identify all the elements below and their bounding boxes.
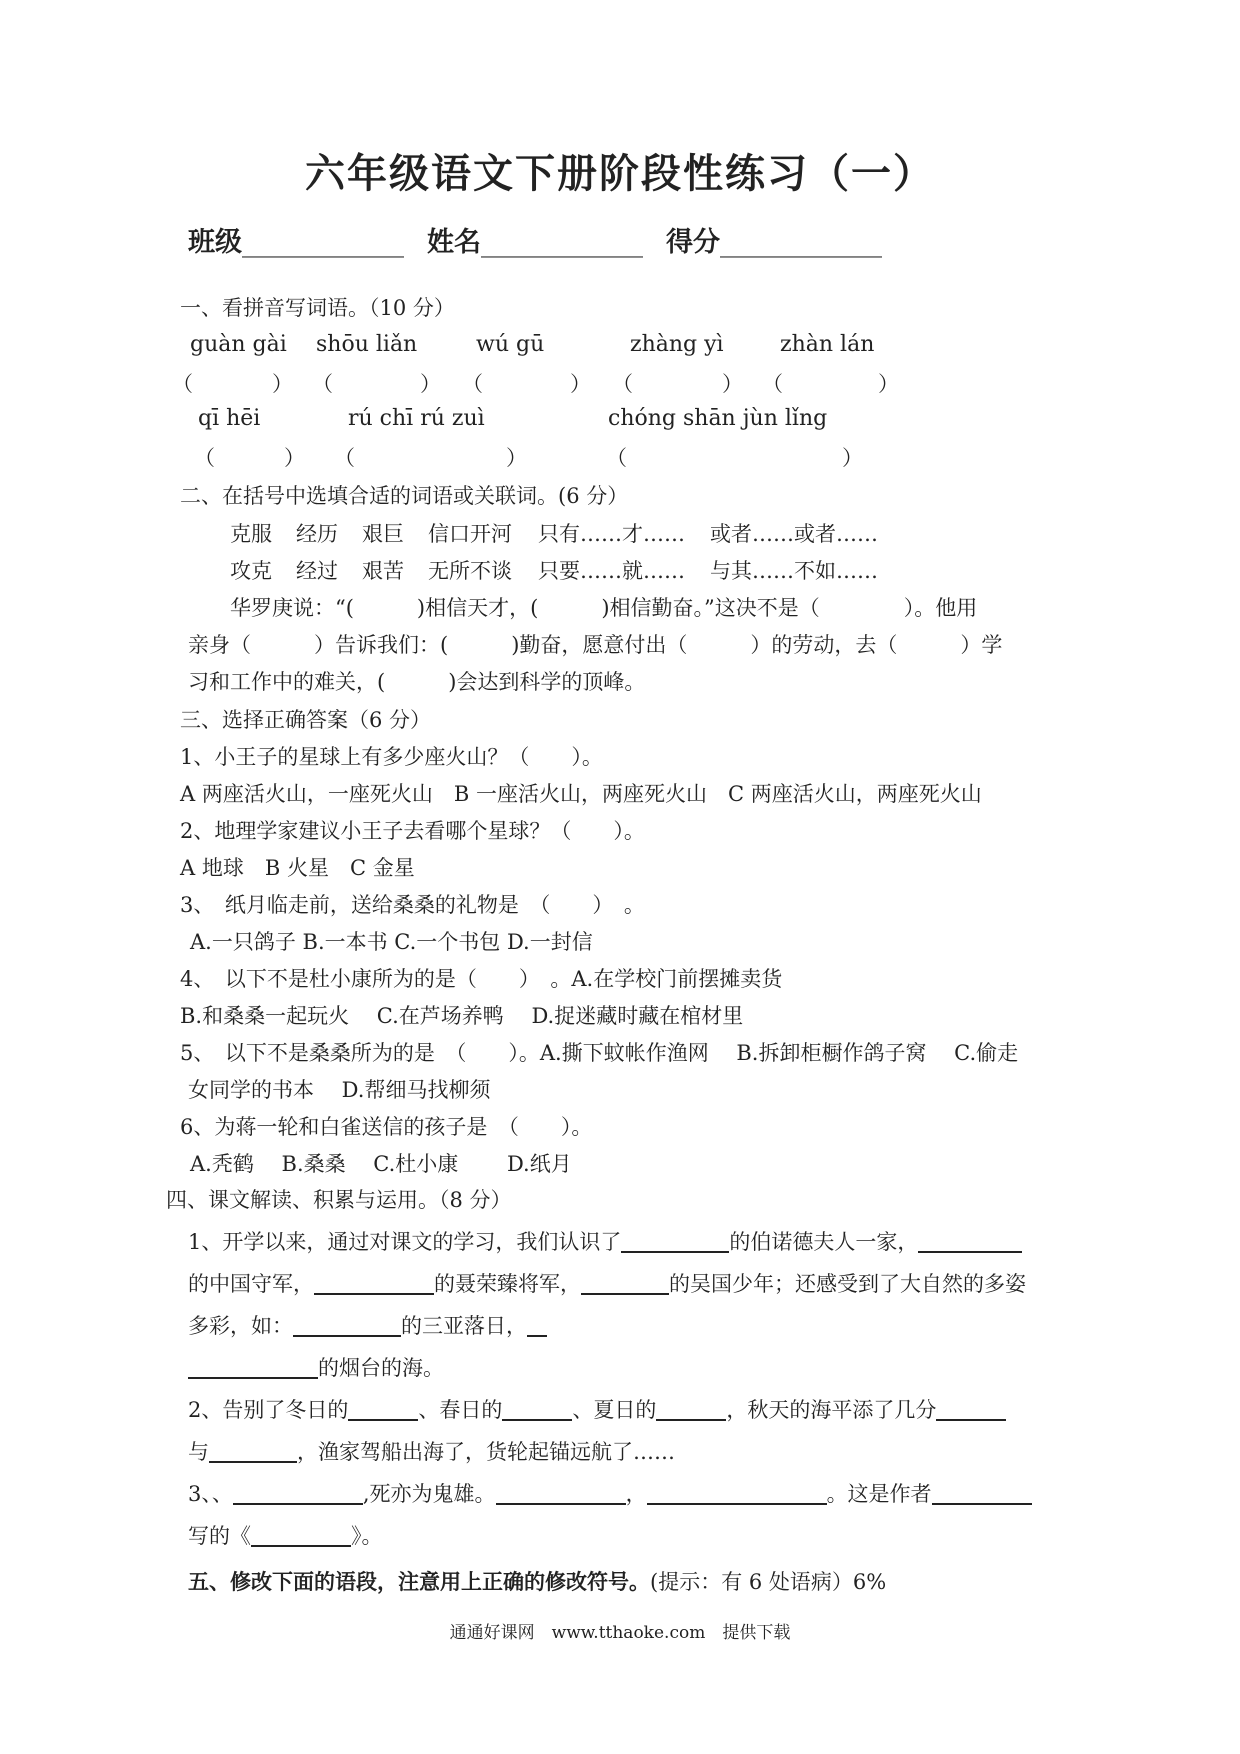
pinyin-6: qī hēi — [198, 406, 261, 431]
section-2-heading: 二、在括号中选填合适的词语或关联词。(6 分） — [180, 484, 629, 508]
question: 3、 纸月临走前，送给桑桑的礼物是 （ ） 。 — [180, 893, 645, 917]
question-options: A.秃鹤 B.桑桑 C.杜小康 D.纸月 — [190, 1152, 572, 1176]
word-option: 只要……就…… — [538, 559, 685, 583]
answer-blank — [188, 1356, 318, 1379]
word-option: 只有……才…… — [538, 522, 685, 546]
answer-paren-open: （ — [172, 372, 193, 396]
word-option: 信口开河 — [428, 522, 512, 546]
word-option: 无所不谈 — [428, 559, 512, 583]
text: 、春日的 — [418, 1398, 503, 1422]
question: 6、为蒋一轮和白雀送信的孩子是 （ ）。 — [180, 1115, 593, 1139]
name-blank: ____________ — [481, 227, 643, 258]
answer-blank — [918, 1230, 1022, 1253]
pinyin-5: zhàn lán — [780, 332, 875, 357]
answer-paren-open: （ — [606, 446, 627, 470]
section-5-hint: (提示：有 6 处语病）6% — [650, 1570, 887, 1594]
fill-line — [188, 1352, 444, 1382]
answer-blank — [621, 1230, 729, 1253]
section-1-heading: 一、看拼音写词语。（10 分） — [180, 296, 455, 320]
answer-blank — [233, 1482, 363, 1505]
text: 2、告别了冬日的 — [188, 1398, 349, 1422]
answer-blank — [502, 1398, 572, 1421]
question-options: A 地球 B 火星 C 金星 — [180, 856, 415, 880]
question-options: B.和桑桑一起玩火 C.在芦场养鸭 D.捉迷藏时藏在棺材里 — [180, 1004, 744, 1028]
word-option: 克服 — [230, 522, 272, 546]
question-options: A.一只鸽子 B.一本书 C.一个书包 D.一封信 — [190, 930, 593, 954]
pinyin-7: rú chī rú zuì — [348, 406, 485, 431]
answer-blank — [293, 1314, 401, 1337]
text: 的中国守军， — [188, 1272, 314, 1296]
answer-paren-close: ） — [842, 446, 863, 470]
pinyin-1: guàn gài — [190, 332, 287, 357]
question: 2、地理学家建议小王子去看哪个星球？（ ）。 — [180, 819, 645, 843]
fill-line — [188, 1268, 1026, 1298]
pinyin-4: zhàng yì — [630, 332, 724, 357]
section-5-title: 五、修改下面的语段，注意用上正确的修改符号。 — [188, 1569, 650, 1594]
fill-line — [188, 1310, 547, 1340]
answer-blank — [932, 1482, 1032, 1505]
answer-paren-close: ） — [570, 372, 591, 396]
name-field — [427, 220, 643, 259]
answer-paren-open: （ — [194, 446, 215, 470]
answer-blank — [647, 1482, 827, 1505]
section-5-heading — [188, 1566, 886, 1596]
text: ,死亦为鬼雄。 — [362, 1482, 496, 1506]
text: 与 — [188, 1440, 209, 1464]
pinyin-8: chóng shān jùn lǐng — [608, 406, 828, 431]
text: 》。 — [351, 1524, 383, 1548]
class-blank: ____________ — [242, 227, 404, 258]
text: ，渔家驾船出海了，货轮起锚远航了…… — [297, 1440, 675, 1464]
fill-line — [188, 1478, 1032, 1508]
answer-paren-close: ） — [420, 372, 441, 396]
name-label: 姓名 — [427, 227, 481, 258]
word-option: 艰巨 — [362, 522, 404, 546]
answer-paren-close: ） — [272, 372, 293, 396]
word-option: 艰苦 — [362, 559, 404, 583]
fill-paragraph-line: 亲身（ ）告诉我们：( )勤奋，愿意付出（ ）的劳动，去（ ）学 — [188, 633, 1003, 657]
section-3-heading: 三、选择正确答案（6 分） — [180, 708, 432, 732]
text: ， — [625, 1482, 647, 1506]
text: 的聂荣臻将军， — [434, 1272, 581, 1296]
word-option: 或者……或者…… — [710, 522, 878, 546]
answer-blank — [348, 1398, 418, 1421]
answer-blank — [527, 1314, 547, 1337]
answer-paren-close: ） — [722, 372, 743, 396]
text: 多彩，如： — [188, 1314, 293, 1338]
answer-paren-open: （ — [462, 372, 483, 396]
answer-blank — [251, 1524, 351, 1547]
pinyin-2: shōu liǎn — [316, 332, 418, 357]
answer-blank — [314, 1272, 434, 1295]
question-options: A 两座活火山，一座死火山 B 一座活火山，两座死火山 C 两座活火山，两座死火山 — [180, 782, 982, 806]
question-options: 女同学的书本 D.帮细马找柳须 — [188, 1078, 491, 1102]
answer-blank — [496, 1482, 626, 1505]
text: 的伯诺德夫人一家， — [729, 1230, 919, 1254]
text: 、夏日的 — [572, 1398, 657, 1422]
question: 4、 以下不是杜小康所为的是（ ） 。A.在学校门前摆摊卖货 — [180, 967, 783, 991]
word-option: 经历 — [296, 522, 338, 546]
answer-paren-open: （ — [612, 372, 633, 396]
text: 1、开学以来，通过对课文的学习，我们认识了 — [188, 1230, 622, 1254]
fill-line — [188, 1520, 383, 1550]
fill-line — [188, 1394, 1006, 1424]
answer-paren-close: ） — [506, 446, 527, 470]
fill-line — [188, 1436, 675, 1466]
section-4-heading: 四、课文解读、积累与运用。（8 分） — [166, 1188, 512, 1212]
fill-paragraph-line: 习和工作中的难关，( )会达到科学的顶峰。 — [188, 670, 646, 694]
score-field — [666, 220, 882, 259]
fill-paragraph-line: 华罗庚说：“( )相信天才，( )相信勤奋。”这决不是（ ）。他用 — [230, 596, 978, 620]
text: ，秋天的海平添了几分 — [726, 1398, 937, 1422]
word-option: 攻克 — [230, 559, 272, 583]
fill-line — [188, 1226, 1022, 1256]
text: 写的《 — [188, 1524, 251, 1548]
question: 5、 以下不是桑桑所为的是 （ ）。A.撕下蚊帐作渔网 B.拆卸柜橱作鸽子窝 C.偷走 — [180, 1041, 1019, 1065]
text: 3、、 — [188, 1482, 233, 1506]
answer-paren-open: （ — [762, 372, 783, 396]
answer-blank — [209, 1440, 297, 1463]
class-label: 班级 — [188, 227, 242, 258]
question: 1、小王子的星球上有多少座火山？（ ）。 — [180, 745, 603, 769]
score-blank: ____________ — [720, 227, 882, 258]
word-option: 与其……不如…… — [710, 559, 878, 583]
answer-paren-open: （ — [312, 372, 333, 396]
page-title: 六年级语文下册阶段性练习（一） — [305, 150, 935, 197]
answer-blank — [581, 1272, 669, 1295]
pinyin-3: wú gū — [476, 332, 545, 357]
word-option: 经过 — [296, 559, 338, 583]
answer-paren-open: （ — [334, 446, 355, 470]
answer-paren-close: ） — [878, 372, 899, 396]
answer-blank — [936, 1398, 1006, 1421]
text: 。这是作者 — [826, 1482, 932, 1506]
answer-paren-close: ） — [284, 446, 305, 470]
text: 的吴国少年；还感受到了大自然的多姿 — [669, 1272, 1026, 1296]
score-label: 得分 — [666, 227, 720, 258]
class-field — [188, 220, 404, 259]
answer-blank — [656, 1398, 726, 1421]
text: 的三亚落日， — [401, 1314, 527, 1338]
footer-credit: 通通好课网 www.tthaoke.com 提供下载 — [449, 1623, 791, 1643]
text: 的烟台的海。 — [318, 1356, 444, 1380]
